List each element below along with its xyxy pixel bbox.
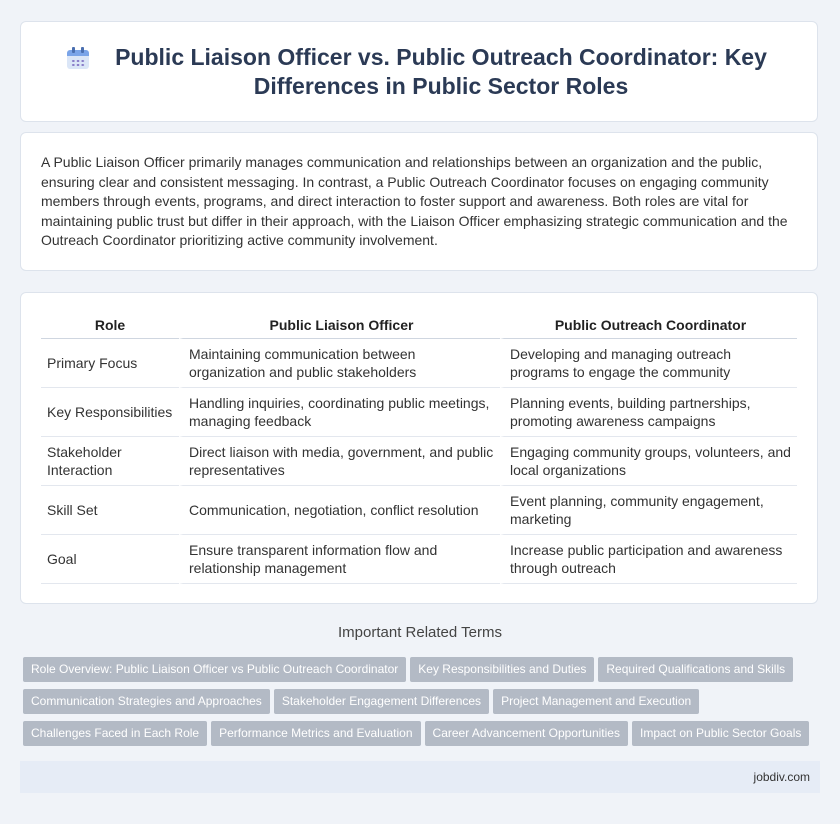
row-label: Stakeholder Interaction bbox=[41, 437, 179, 486]
related-term-tag[interactable]: Stakeholder Engagement Differences bbox=[274, 689, 489, 714]
related-term-tag[interactable]: Required Qualifications and Skills bbox=[598, 657, 793, 682]
calendar-icon bbox=[67, 47, 89, 69]
related-term-tag[interactable]: Career Advancement Opportunities bbox=[425, 721, 628, 746]
liaison-cell: Maintaining communication between organization and public stakeholders bbox=[179, 339, 500, 388]
outreach-cell: Increase public participation and awareness through outreach bbox=[500, 535, 797, 584]
row-label: Primary Focus bbox=[41, 339, 179, 388]
liaison-cell: Handling inquiries, coordinating public meetings, managing feedback bbox=[179, 388, 500, 437]
related-term-tag[interactable]: Project Management and Execution bbox=[493, 689, 699, 714]
footer bbox=[20, 761, 820, 793]
related-term-tag[interactable]: Challenges Faced in Each Role bbox=[23, 721, 207, 746]
table-row bbox=[41, 388, 797, 437]
table-row bbox=[41, 437, 797, 486]
column-header-liaison: Public Liaison Officer bbox=[179, 311, 500, 339]
header-card bbox=[20, 21, 818, 122]
outreach-cell: Event planning, community engagement, marketing bbox=[500, 486, 797, 535]
related-term-tag[interactable]: Performance Metrics and Evaluation bbox=[211, 721, 420, 746]
intro-text: A Public Liaison Officer primarily manages communication and relationships between an organization and the public, ensuring clear and consistent messaging. In contrast, a Public Outreach Coordinator focuses on engaging community members through events, programs, and direct interaction to foster support and awareness. Both roles are vital for maintaining public trust but differ in their approach, with the Liaison Officer emphasizing strategic communication and the Outreach Coordinator prioritizing active community involvement. bbox=[41, 154, 788, 248]
table-header-row bbox=[41, 311, 797, 339]
table-row bbox=[41, 486, 797, 535]
liaison-cell: Communication, negotiation, conflict resolution bbox=[179, 486, 500, 535]
liaison-cell: Direct liaison with media, government, and public representatives bbox=[179, 437, 500, 486]
related-terms-heading: Important Related Terms bbox=[338, 624, 502, 641]
outreach-cell: Engaging community groups, volunteers, and local organizations bbox=[500, 437, 797, 486]
related-term-tag[interactable]: Impact on Public Sector Goals bbox=[632, 721, 809, 746]
intro-card bbox=[20, 132, 818, 271]
page-title: Public Liaison Officer vs. Public Outreach Coordinator: Key Differences in Public Sector Roles bbox=[115, 43, 767, 99]
related-terms-list bbox=[23, 657, 823, 753]
column-header-role: Role bbox=[41, 311, 179, 339]
row-label: Skill Set bbox=[41, 486, 179, 535]
related-term-tag[interactable]: Role Overview: Public Liaison Officer vs Public Outreach Coordinator bbox=[23, 657, 406, 682]
liaison-cell: Ensure transparent information flow and relationship management bbox=[179, 535, 500, 584]
outreach-cell: Developing and managing outreach programs to engage the community bbox=[500, 339, 797, 388]
comparison-table bbox=[41, 311, 797, 584]
row-label: Goal bbox=[41, 535, 179, 584]
comparison-card bbox=[20, 292, 818, 604]
related-term-tag[interactable]: Key Responsibilities and Duties bbox=[410, 657, 594, 682]
table-row bbox=[41, 339, 797, 388]
footer-site-link[interactable]: jobdiv.com bbox=[753, 770, 810, 784]
column-header-outreach: Public Outreach Coordinator bbox=[500, 311, 797, 339]
table-row bbox=[41, 535, 797, 584]
outreach-cell: Planning events, building partnerships, promoting awareness campaigns bbox=[500, 388, 797, 437]
row-label: Key Responsibilities bbox=[41, 388, 179, 437]
related-term-tag[interactable]: Communication Strategies and Approaches bbox=[23, 689, 270, 714]
